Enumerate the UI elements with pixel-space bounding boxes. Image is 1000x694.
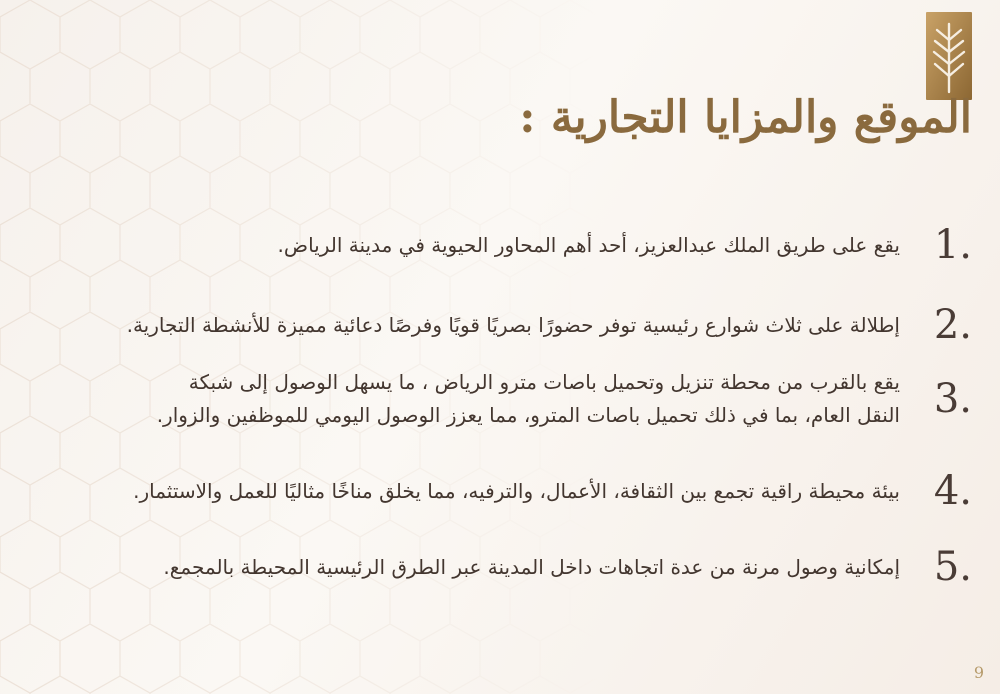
item-text-line: النقل العام، بما في ذلك تحميل باصات المترو، مما يعزز الوصول اليومي للموظفين والزوار.: [156, 403, 900, 427]
item-text: بيئة محيطة راقية تجمع بين الثقافة، الأعمال، والترفيه، مما يخلق مناخًا مثاليًا للعمل والاستثمار.: [133, 478, 900, 503]
item-text: إطلالة على ثلاث شوارع رئيسية توفر حضورًا بصريًا قويًا وفرصًا دعائية مميزة للأنشطة التجارية.: [126, 312, 900, 337]
item-text: إمكانية وصول مرنة من عدة اتجاهات داخل المدينة عبر الطرق الرئيسية المحيطة بالمجمع.: [163, 554, 900, 579]
page-number: 9: [973, 663, 984, 682]
list-item: [112, 544, 972, 590]
item-number: 5.: [933, 544, 972, 590]
item-text: [112, 366, 900, 432]
item-number: 4.: [933, 468, 972, 514]
list-item: [112, 222, 972, 268]
page-title: الموقع والمزايا التجارية :: [519, 92, 972, 143]
item-text-line: يقع بالقرب من محطة تنزيل وتحميل باصات مترو الرياض ، ما يسهل الوصول إلى شبكة: [188, 370, 900, 394]
list-item: [112, 468, 972, 514]
item-text: يقع على طريق الملك عبدالعزيز، أحد أهم المحاور الحيوية في مدينة الرياض.: [277, 232, 900, 257]
item-number: 3.: [933, 376, 972, 422]
list-item: [112, 302, 972, 348]
list-item: [112, 366, 972, 432]
item-number: 2.: [933, 302, 972, 348]
item-number: 1.: [933, 222, 972, 268]
